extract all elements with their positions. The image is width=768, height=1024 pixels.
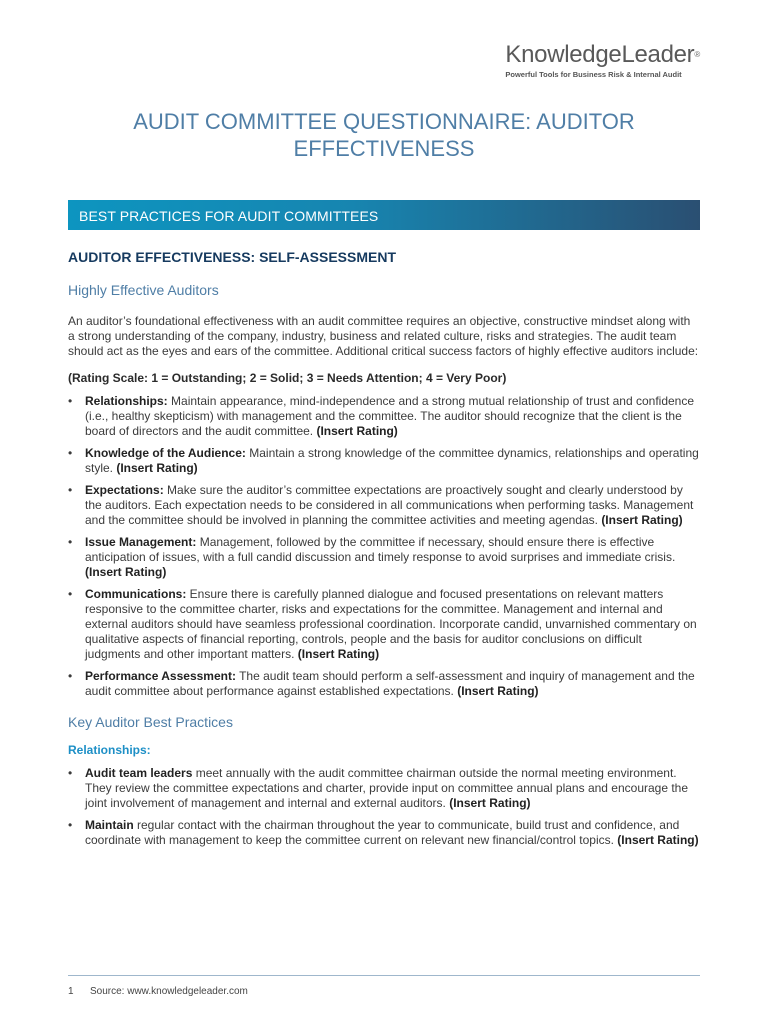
- item-text: Make sure the auditor’s committee expectations are proactively sought and clearly understood by the auditors. Each expectation needs to be considered in all communications when performing tasks. Management and the committee should be involved in planning the committee activities and meeting agendas.: [85, 483, 694, 527]
- item-term: Knowledge of the Audience:: [85, 446, 246, 460]
- footnote: [68, 986, 248, 997]
- item-text: regular contact with the chairman throughout the year to communicate, build trust and confidence, and coordinate with management to keep the committee current on relevant new financial/control topics.: [85, 818, 680, 847]
- bullet-icon: •: [68, 394, 73, 408]
- item-term: Relationships:: [85, 394, 168, 408]
- bullet-icon: •: [68, 483, 73, 497]
- bullet-icon: •: [68, 669, 73, 683]
- footer-divider: [68, 975, 700, 976]
- item-text: Ensure there is carefully planned dialogue and focused presentations on relevant matters responsive to the committee charter, risks and expectations for the committee. Management and internal and external auditors should have seamless professional coordination. Incorporate candid, unvarnished commentary on qualitative aspects of financial reporting, controls, people and the basis for auditor conclusions on difficult judgments and other important matters.: [85, 587, 697, 661]
- item-rating: (Insert Rating): [457, 684, 539, 698]
- section-banner: [68, 200, 700, 230]
- key-practices-list: [68, 766, 700, 848]
- list-item: [68, 818, 700, 848]
- item-rating: (Insert Rating): [617, 833, 699, 847]
- item-rating: (Insert Rating): [316, 424, 398, 438]
- rating-scale: (Rating Scale: 1 = Outstanding; 2 = Solid; 3 = Needs Attention; 4 = Very Poor): [68, 371, 507, 385]
- main-content: [68, 248, 700, 855]
- item-text: Maintain appearance, mind-independence and a strong mutual relationship of trust and confidence (i.e., healthy skepticism) with management and the committee. The auditor should recognize that the client is the board of directors and the audit committee.: [85, 394, 695, 438]
- effectiveness-factors-list: [68, 394, 700, 699]
- highly-effective-heading: Highly Effective Auditors: [68, 282, 219, 298]
- section-heading: AUDITOR EFFECTIVENESS: SELF-ASSESSMENT: [68, 249, 396, 265]
- item-rating: (Insert Rating): [297, 647, 380, 661]
- logo-name-text: KnowledgeLeader: [505, 41, 695, 68]
- list-item: [68, 446, 700, 476]
- knowledgeleader-logo: [505, 42, 700, 79]
- footnote-text[interactable]: Source: www.knowledgeleader.com: [90, 986, 248, 997]
- item-term: Performance Assessment:: [85, 669, 236, 683]
- item-rating: (Insert Rating): [116, 461, 198, 475]
- item-term: Expectations:: [85, 483, 164, 497]
- intro-paragraph: An auditor’s foundational effectiveness with an audit committee requires an objective, constructive mindset along with a strong understanding of the company, industry, business and related culture, risks and strategies. The audit team should act as the eyes and ears of the committee. Additional critical success factors of highly effective auditors include:: [68, 314, 699, 358]
- item-term: Communications:: [85, 587, 187, 601]
- list-item: [68, 483, 700, 528]
- item-term: Audit team leaders: [85, 766, 193, 780]
- item-term: Maintain: [85, 818, 134, 832]
- banner-label: BEST PRACTICES FOR AUDIT COMMITTEES: [79, 208, 379, 224]
- item-text: meet annually with the audit committee chairman outside the normal meeting environment. They review the committee expectations and charter, provide input on committee annual plans and encourage the joint involvement of management and internal and external auditors.: [85, 766, 689, 810]
- list-item: [68, 669, 700, 699]
- relationships-subheading: Relationships:: [68, 743, 151, 757]
- footnote-number: 1: [68, 986, 74, 997]
- item-text: Maintain a strong knowledge of the committee dynamics, relationships and operating style.: [85, 446, 699, 475]
- logo-tagline: Powerful Tools for Business Risk & Internal Audit: [505, 70, 682, 79]
- trademark-symbol: ®: [694, 50, 700, 59]
- list-item: [68, 766, 700, 811]
- list-item: [68, 394, 700, 439]
- logo-wordmark: [505, 42, 700, 68]
- document-title: AUDIT COMMITTEE QUESTIONNAIRE: AUDITOR EFFECTIVENESS: [133, 109, 635, 161]
- bullet-icon: •: [68, 818, 73, 832]
- item-text: The audit team should perform a self-assessment and inquiry of management and the audit committee about performance against established expectations.: [85, 669, 695, 698]
- item-rating: (Insert Rating): [85, 565, 167, 579]
- list-item: [68, 535, 700, 580]
- bullet-icon: •: [68, 535, 73, 549]
- bullet-icon: •: [68, 587, 73, 601]
- list-item: [68, 587, 700, 662]
- bullet-icon: •: [68, 766, 73, 780]
- bullet-icon: •: [68, 446, 73, 460]
- item-rating: (Insert Rating): [449, 796, 531, 810]
- item-text: Management, followed by the committee if necessary, should ensure there is effective anticipation of issues, with a full candid discussion and timely response to avoid surprises and immediate crisis.: [85, 535, 676, 564]
- key-practices-heading: Key Auditor Best Practices: [68, 714, 233, 730]
- item-rating: (Insert Rating): [601, 513, 683, 527]
- item-term: Issue Management:: [85, 535, 197, 549]
